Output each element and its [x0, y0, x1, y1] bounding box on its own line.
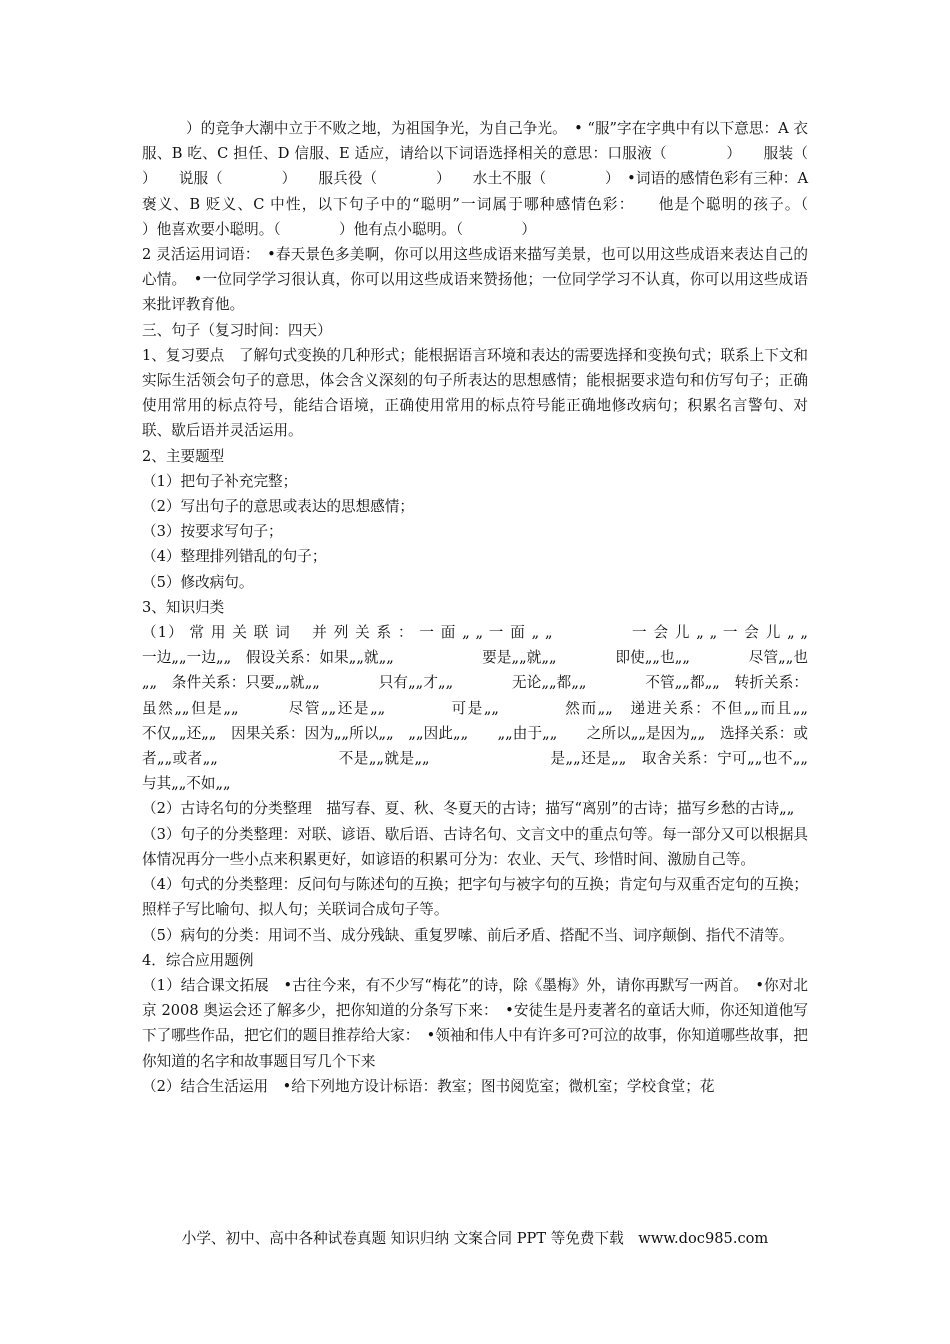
list-item: （1）把句子补充完整； — [142, 472, 298, 490]
paragraph-life-application: （2）结合生活运用 •给下列地方设计标语：教室；图书阅览室；微机室；学校食堂；花 — [142, 1077, 715, 1095]
subheading-question-types: 2、主要题型 — [142, 447, 225, 465]
subheading-applications: 4．综合应用题例 — [142, 951, 254, 969]
paragraph-faulty-sentences: （5）病句的分类：用词不当、成分残缺、重复罗嗦、前后矛盾、搭配不当、词序颠倒、指代不清等。 — [142, 926, 794, 944]
page-footer: 小学、初中、高中各种试卷真题 知识归纳 文案合同 PPT 等免费下载 www.doc985.com — [181, 1230, 769, 1247]
paragraph-use-words: 2 灵活运用词语： •春天景色多美啊，你可以用这些成语来描写美景，也可以用这些成语来表达自己的心情。 •一位同学学习很认真，你可以用这些成语来赞扬他；一位同学学习不认真，你可以用这些成语来批评教育他。 — [142, 246, 808, 314]
paragraph-sentence-patterns: （4）句式的分类整理：反问句与陈述句的互换；把字句与被字句的互换；肯定句与双重否定句的互换；照样子写比喻句、拟人句；关联词合成句子等。 — [142, 876, 809, 919]
list-item: （2）写出句子的意思或表达的思想感情； — [142, 498, 414, 516]
list-item: （3）按要求写句子； — [142, 523, 283, 541]
list-item: （4）整理排列错乱的句子； — [142, 548, 327, 566]
section-heading-sentences: 三、句子（复习时间：四天） — [142, 321, 332, 339]
paragraph-review-points: 1、复习要点 了解句式变换的几种形式；能根据语言环境和表达的需要选择和变换句式；联系上下文和实际生活领会句子的意思，体会含义深刻的句子所表达的思想感情；能根据要求造句和仿写句子；正确使用常用的标点符号，能结合语境，正确使用常用的标点符号能正确地修改病句；积累名言警句、对联、歇后语并灵活运用。 — [142, 346, 809, 440]
paragraph-textbook-extension: （1）结合课文拓展 •古往今来，有不少写“梅花”的诗，除《墨梅》外，请你再默写一两首。 •你对北京 2008 奥运会还了解多少，把你知道的分条写下来： •安徒生是丹麦著名的童话大师，你还知道他写下了哪些作品，把它们的题目推荐给大家： •领袖和伟人中有许多可?可泣的故事，你知道哪些故事，把你知道的名字和故事题目写几个下来 — [142, 976, 808, 1070]
paragraph-fu-meanings: ）的竞争大潮中立于不败之地，为祖国争光，为自己争光。 • “服”字在字典中有以下意思：A 衣服、B 吃、C 担任、D 信服、E 适应，请给以下词语选择相关的意思：口服液（ ） 服装（ ） 说服（ ） 服兵役（ ） 水土不服（ ） •词语的感情色彩有三种：A 褒义、B 贬义、C 中性，以下句子中的“聪明”一词属于哪种感情色彩： 他是个聪明的孩子。（ ）他喜欢要小聪明。（ ）他有点小聪明。（ ） — [142, 120, 867, 238]
list-item: （5）修改病句。 — [142, 573, 254, 591]
paragraph-poems: （2）古诗名句的分类整理 描写春、夏、秋、冬夏天的古诗；描写“离别”的古诗；描写乡愁的古诗„„ — [142, 800, 795, 818]
page-body — [142, 116, 925, 1099]
subheading-knowledge: 3、知识归类 — [142, 598, 225, 616]
paragraph-conjunctions: （1） 常 用 关 联 词 并 列 关 系 ： 一 面 „ „ 一 面 „ „ 一 会 儿 „ „ 一 会 儿 „ „ 一边„„一边„„ 假设关系：如果„„就„„ 要是„„就„„ 即使„„也„„ 尽管„„也„„ 条件关系：只要„„就„„ 只有„„才„„ 无论„„都„„ 不管„„都„„ 转折关系：虽然„„但是„„ 尽管„„还是„„ 可是„„ 然而„„ 递进关系：不但„„而且„„ 不仅„„还„„ 因果关系：因为„„所以„„ „„因此„„ „„由于„„ 之所以„„是因为„„ 选择关系：或者„„或者„„ 不是„„就是„„ 是„„还是„„ 取舍关系：宁可„„也不„„ 与其„„不如„„ — [142, 624, 925, 793]
paragraph-sentence-types: （3）句子的分类整理：对联、谚语、歇后语、古诗名句、文言文中的重点句等。每一部分又可以根据具体情况再分一些小点来积累更好，如谚语的积累可分为：农业、天气、珍惜时间、激励自己等。 — [142, 825, 809, 868]
